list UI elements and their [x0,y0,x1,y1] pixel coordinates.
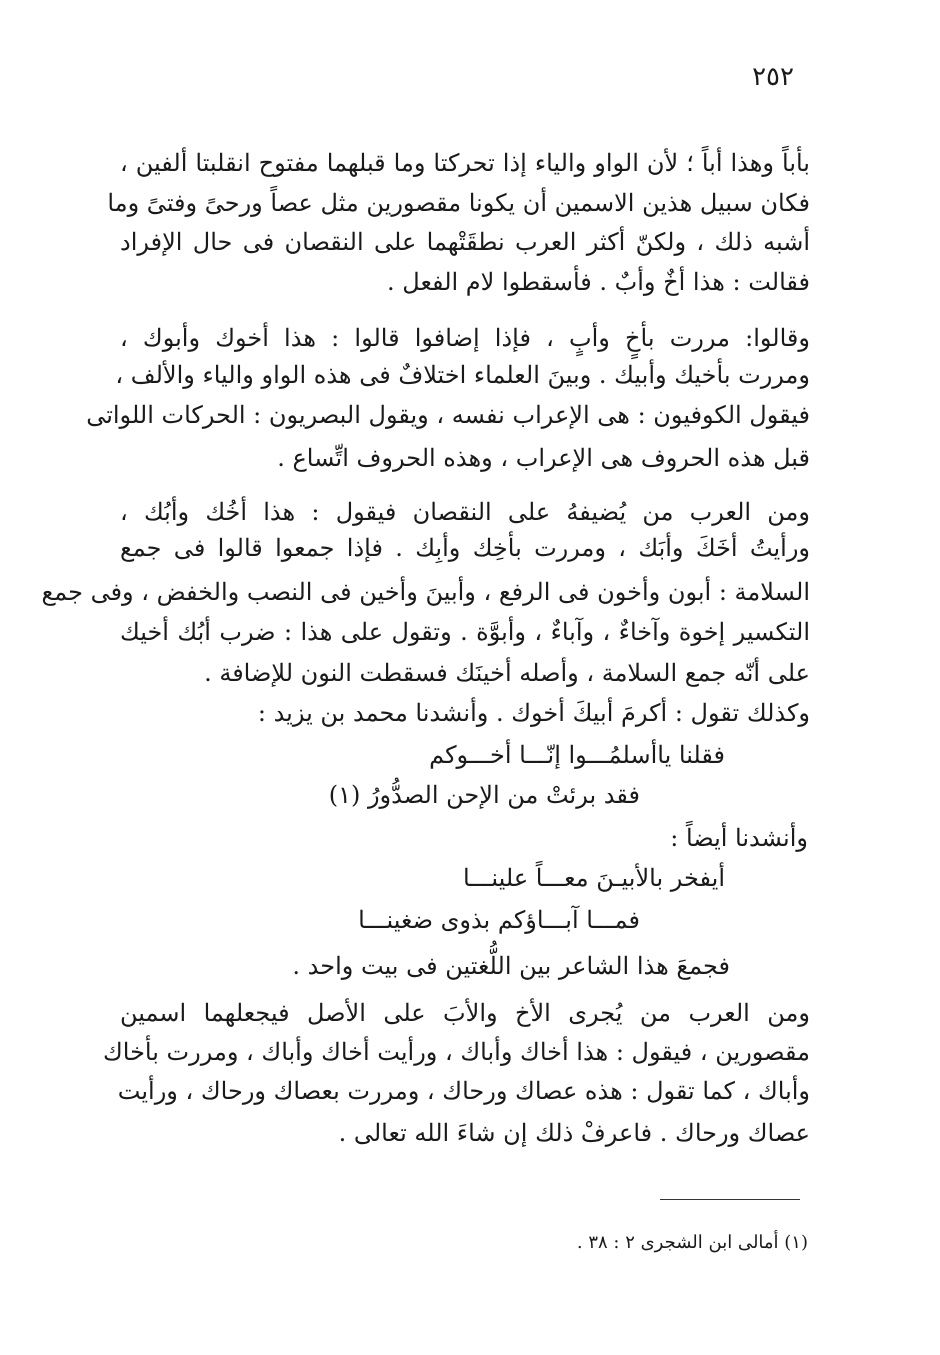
paragraph-line: ورأيتُ أخَكَ وأبَك ، ومررت بأخِك وأبِك . فإذا جمعوا قالوا فى جمع [120,534,810,562]
paragraph-line: أشبه ذلك ، ولكنّ أكثر العرب نطقَتْهما على النقصان فى حال الإفراد [120,228,811,256]
paragraph-line: وكذلك تقول : أكرمَ أبيكَ أخوك . وأنشدنا محمد بن يزيد : [257,699,810,727]
paragraph-line: السلامة : أبون وأخون فى الرفع ، وأبينَ وأخين فى النصب والخفض ، وفى جمع [41,578,810,606]
verse-line: فمـــا آبـــاؤكم بذوى ضغينـــا [358,906,640,934]
paragraph-line: قبل هذه الحروف هى الإعراب ، وهذه الحروف اتِّساع . [277,444,810,472]
quote-intro: وأنشدنا أيضاً : [670,824,808,852]
verse-line: فقد برئتْ من الإحن الصدُّورُ (١) [328,781,640,809]
page-number: ٢٥٢ [752,62,794,92]
footnote: (١) أمالى ابن الشجرى ٢ : ٣٨ . [576,1232,808,1253]
paragraph-line: مقصورين ، فيقول : هذا أخاك وأباك ، ورأيت أخاك وأباك ، ومررت بأخاك [102,1038,810,1066]
paragraph-line: فيقول الكوفيون : هى الإعراب نفسه ، ويقول البصريون : الحركات اللواتى [86,401,810,429]
paragraph-line: التكسير إخوة وآخاءٌ ، وآباءٌ ، وأبوَّة . وتقول على هذا : ضرب أبُك أخيك [120,618,810,646]
paragraph-line: وأباك ، كما تقول : هذه عصاك ورحاك ، ومررت بعصاك ورحاك ، ورأيت [117,1077,810,1105]
paragraph-line: ومررت بأخيك وأبيك . وبينَ العلماء اختلافٌ فى هذه الواو والياء والألف ، [115,361,810,389]
summary-line: فجمعَ هذا الشاعر بين اللُّغتين فى بيت واحد . [292,952,730,980]
verse-line: فقلنا ياأسلمُـــوا إنّـــا أخـــوكم [429,741,725,769]
paragraph-line: على أنّه جمع السلامة ، وأصله أخينَك فسقطت النون للإضافة . [204,659,810,687]
footnote-divider [660,1199,800,1200]
verse-line: أيفخر بالأبيـنَ معـــاً علينـــا [462,864,725,892]
paragraph-line: عصاك ورحاك . فاعرفْ ذلك إن شاءَ الله تعالى . [338,1119,810,1147]
paragraph-line: فكان سبيل هذين الاسمين أن يكونا مقصورين مثل عصاً ورحىً وفتىً وما [107,189,810,217]
paragraph-line: بأباً وهذا أباً ؛ لأن الواو والياء إذا تحركتا وما قبلهما مفتوح انقلبتا ألفين ، [120,149,810,177]
paragraph-line: ومن العرب من يُجرى الأخ والأبَ على الأصل فيجعلهما اسمين [120,999,810,1027]
paragraph-line: فقالت : هذا أخٌ وأبٌ . فأسقطوا لام الفعل . [387,268,810,296]
paragraph-line: ومن العرب من يُضيفهُ على النقصان فيقول : هذا أخُك وأبُك ، [120,498,810,526]
paragraph-line: وقالوا: مررت بأخٍ وأبٍ ، فإذا إضافوا قالوا : هذا أخوك وأبوك ، [120,324,810,352]
